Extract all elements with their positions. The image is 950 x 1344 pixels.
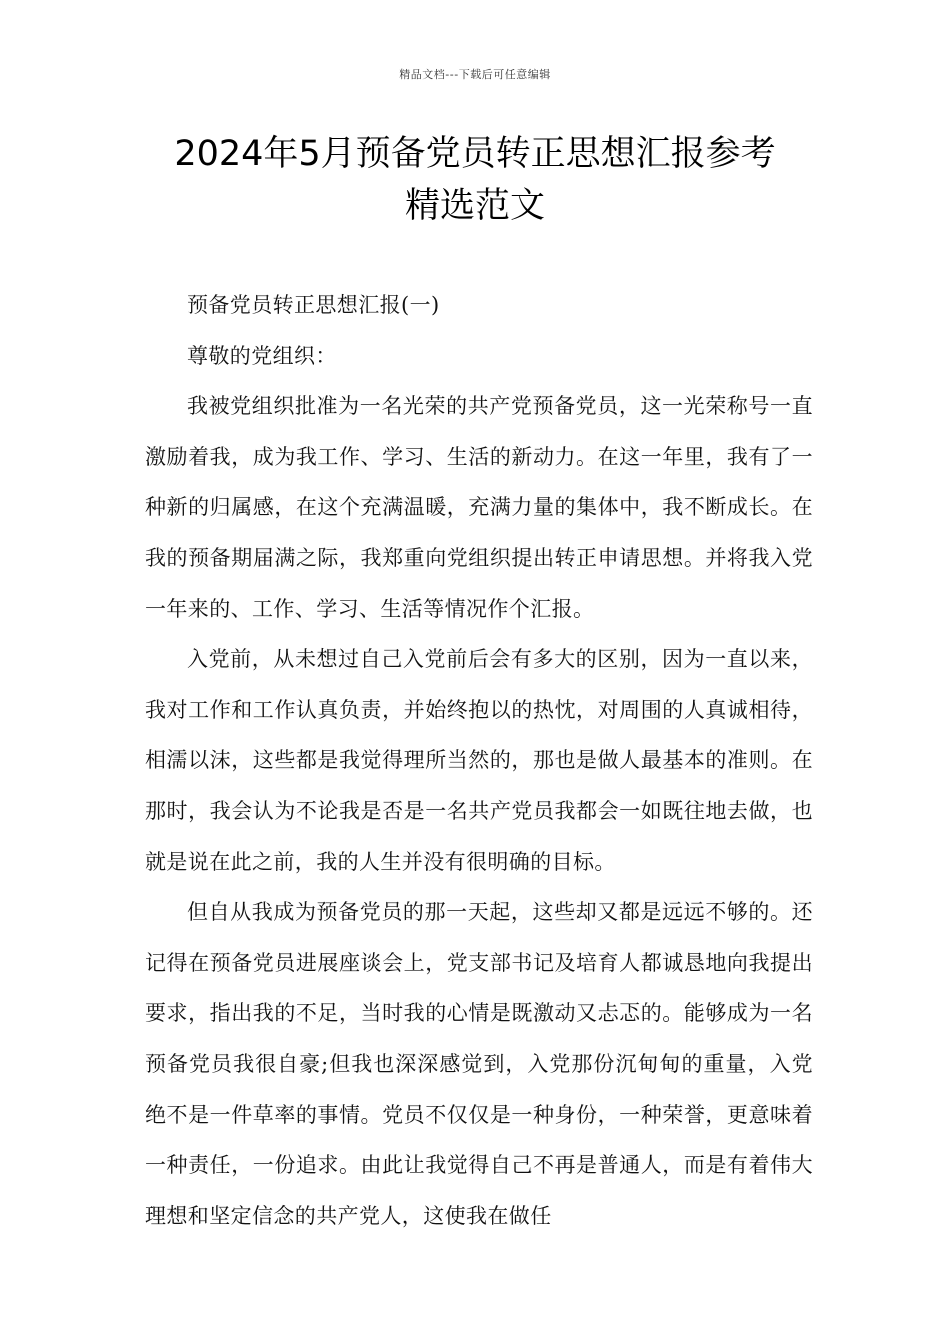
paragraph-subtitle: 预备党员转正思想汇报(一) [187, 293, 440, 317]
paragraph-3: 但自从我成为预备党员的那一天起，这些却又都是远远不够的。还记得在预备党员进展座谈会上，党支部书记及培育人都诚恳地向我提出要求，指出我的不足，当时我的心情是既激动又忐忑的。能够成为一名预备党员我很自豪;但我也深深感觉到，入党那份沉甸甸的重量，入党绝不是一件草率的事情。党员不仅仅是一种身份，一种荣誉，更意味着一种责任，一份追求。由此让我觉得自己不再是普通人，而是有着伟大理想和坚定信念的共产党人，这使我在做任 [145, 900, 813, 1228]
paragraph-1: 我被党组织批准为一名光荣的共产党预备党员，这一光荣称号一直激励着我，成为我工作、学习、生活的新动力。在这一年里，我有了一种新的归属感，在这个充满温暖，充满力量的集体中，我不断成长。在我的预备期届满之际，我郑重向党组织提出转正申请思想。并将我入党一年来的、工作、学习、生活等情况作个汇报。 [145, 394, 813, 621]
header-note: 精品文档---下载后可任意编辑 [399, 68, 551, 81]
paragraph-2: 入党前，从未想过自己入党前后会有多大的区别，因为一直以来，我对工作和工作认真负责，并始终抱以的热忱，对周围的人真诚相待，相濡以沫，这些都是我觉得理所当然的，那也是做人最基本的准则。在那时，我会认为不论我是否是一名共产党员我都会一如既往地去做，也就是说在此之前，我的人生并没有很明确的目标。 [145, 647, 813, 874]
document-title [120, 128, 830, 232]
document-body [145, 280, 813, 1241]
title-line-2: 精选范文 [404, 186, 545, 226]
title-line-1: 2024年5月预备党员转正思想汇报参考 [174, 134, 776, 174]
paragraph-salutation: 尊敬的党组织： [187, 343, 337, 368]
